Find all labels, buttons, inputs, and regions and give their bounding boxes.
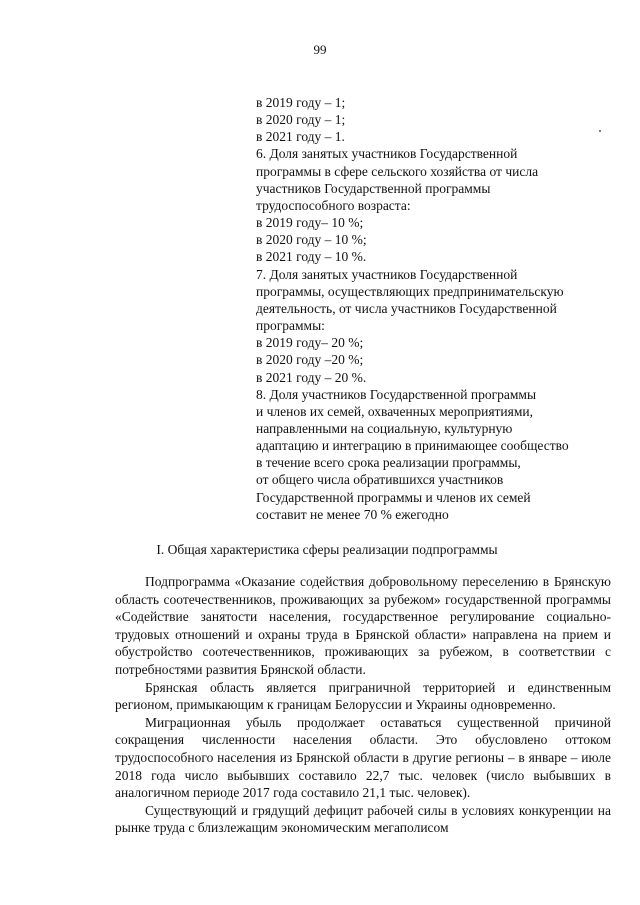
indicator-line: участников Государственной программы (256, 180, 491, 196)
indicator-line: 6. Доля занятых участников Государственной (256, 146, 518, 162)
scan-speck (599, 130, 601, 132)
indicator-line: в 2021 году – 1. (256, 129, 345, 145)
section-title: I. Общая характеристика сферы реализации подпрограммы (156, 542, 498, 557)
indicator-line: и членов их семей, охваченных мероприятиями, (256, 403, 534, 419)
indicator-line: в 2020 году – 1; (256, 112, 346, 128)
indicator-line: 7. Доля занятых участников Государственной (256, 266, 518, 282)
indicator-line: адаптацию и интеграцию в принимающее сообщество (256, 438, 569, 454)
indicator-line: в 2020 году – 10 %; (256, 232, 367, 248)
paragraph: Существующий и грядущий дефицит рабочей силы в условиях конкуренции на рынке труда с близлежащим экономическим мегаполисом (115, 802, 611, 836)
indicator-line: деятельность, от числа участников Государственной (256, 300, 557, 316)
indicator-list (256, 94, 616, 523)
indicator-line: трудоспособного возраста: (256, 197, 411, 213)
indicator-line: программы, осуществляющих предпринимательскую (256, 283, 564, 299)
paragraph: Брянская область является приграничной территорией и единственным регионом, примыкающим к границам Белоруссии и Украины одновременно. (115, 679, 611, 713)
indicator-line: от общего числа обратившихся участников (256, 472, 504, 488)
indicator-line: в 2019 году – 1; (256, 95, 346, 110)
indicator-line: в 2021 году – 10 %. (256, 249, 367, 265)
indicator-line: составит не менее 70 % ежегодно (256, 506, 449, 522)
body-text (115, 573, 611, 837)
indicator-line: 8. Доля участников Государственной программы (256, 386, 537, 402)
paragraph: Миграционная убыль продолжает оставаться существенной причиной сокращения численности населения области. Это обусловлено оттоком трудоспособного населения из Брянской области в другие регионы – в январе – июле 2018 года число выбывших составило 22,7 тыс. человек (число выбывших в аналогичном периоде 2017 года составило 21,1 тыс. человек). (115, 714, 611, 801)
indicator-line: программы: (256, 318, 325, 334)
indicator-line: в 2019 году– 10 %; (256, 215, 364, 231)
indicator-line: в течение всего срока реализации программы, (256, 455, 521, 471)
page-number: 99 (313, 42, 327, 57)
indicator-line: направленными на социальную, культурную (256, 420, 513, 436)
paragraph: Подпрограмма «Оказание содействия добровольному переселению в Брянскую область соотечественников, проживающих за рубежом» государственной программы «Содействие занятости населения, государственное регулирование социально-трудовых отношений и охраны труда в Брянской области» направлена на прием и обустройство соотечественников, проживающих за рубежом, в соответствии с потребностями развития Брянской области. (115, 574, 611, 677)
indicator-line: в 2021 году – 20 %. (256, 369, 367, 385)
indicator-line: программы в сфере сельского хозяйства от числа (256, 163, 539, 179)
indicator-line: в 2019 году– 20 %; (256, 335, 364, 351)
indicator-line: Государственной программы и членов их семей (256, 489, 531, 505)
indicator-line: в 2020 году –20 %; (256, 352, 364, 368)
